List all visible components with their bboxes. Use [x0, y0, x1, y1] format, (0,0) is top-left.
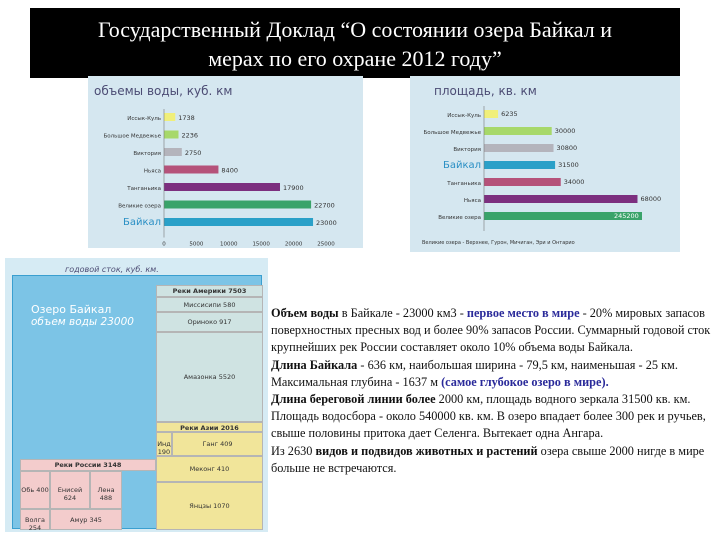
treemap-cell-label: Янцзы 1070 [189, 502, 230, 510]
group-header [156, 285, 263, 297]
area-chart [410, 76, 680, 252]
value-label: 30000 [554, 127, 576, 135]
value-label: 2750 [184, 149, 202, 157]
category-label: Байкал [122, 217, 161, 228]
treemap-cell [20, 471, 50, 509]
term-length: Длина Байкала [271, 357, 358, 372]
treemap-cell [90, 471, 122, 509]
treemap-cell [156, 312, 263, 332]
treemap-title: годовой сток, куб. км. [65, 265, 159, 274]
bar [164, 148, 182, 156]
treemap-cell-label: Лена 488 [97, 486, 115, 502]
text-segment: 2000 км, площадь водного зеркала 31500 кв. км. Площадь водосбора - около 540000 кв. км. В озеро впадает более 300 рек и ручьев, свыше половины притока дает Селенга. Вытекает одна Ангара. [271, 392, 706, 441]
runoff-treemap [5, 258, 268, 532]
value-label: 17900 [282, 184, 304, 192]
treemap-cell-label: Амур 345 [70, 515, 102, 524]
treemap-cell-label: Инд 190 [157, 440, 171, 456]
category-label: Виктория [453, 147, 481, 153]
paragraph-shoreline [271, 391, 711, 443]
x-tick-label: 5000 [189, 241, 204, 248]
treemap-cell-label: Енисей 624 [57, 486, 83, 502]
treemap-cell [156, 456, 263, 482]
x-tick-label: 10000 [220, 241, 238, 248]
x-tick-label: 25000 [317, 241, 335, 248]
treemap-cell-label: Ганг 409 [202, 440, 233, 448]
treemap-cell-label: Миссисипи 580 [183, 300, 236, 309]
treemap-cell [20, 509, 50, 530]
value-label: 23000 [316, 219, 337, 227]
category-label: Байкал [442, 160, 481, 171]
group-header [20, 459, 156, 471]
text-segment: - 636 км, наибольшая ширина - 79,5 км, наименьшая - 25 км. Максимальная глубина - 1637 м [271, 357, 678, 389]
bar [484, 161, 555, 169]
bar [484, 178, 561, 186]
text-segment: в Байкале - 23000 км3 - [338, 306, 467, 320]
value-label: 34000 [563, 178, 585, 186]
bar [164, 183, 280, 191]
bar [164, 218, 313, 226]
text-segment: Из 2630 [271, 443, 316, 458]
category-label: Виктория [133, 151, 161, 157]
bar [164, 113, 175, 121]
value-label: 6235 [501, 110, 518, 118]
category-label: Ньяса [143, 168, 161, 175]
paragraph-length [271, 357, 711, 391]
treemap-cell [156, 432, 172, 456]
baikal-volume-block [12, 275, 262, 532]
paragraph-species [271, 443, 711, 477]
area-chart-plot [410, 76, 680, 252]
term-shoreline: Длина береговой линии более [271, 392, 436, 407]
chart-title: объемы воды, куб. км [94, 84, 233, 98]
category-label: Иссык-Куль [127, 116, 161, 122]
group-header-label: Реки Америки 7503 [172, 287, 247, 295]
category-label: Танганьика [447, 181, 481, 187]
group-header-label: Реки России 3148 [54, 461, 122, 469]
category-label: Великие озера [118, 203, 161, 210]
treemap-cell [50, 509, 122, 530]
x-tick-label: 20000 [284, 241, 303, 248]
value-label: 68000 [640, 195, 662, 203]
category-label: Великие озера [438, 215, 481, 221]
treemap-cell [50, 471, 90, 509]
footnote: Великие озера - Верхнее, Гурон, Мичиган, Эри и Онтарио [422, 240, 575, 246]
value-label: 22700 [314, 201, 335, 210]
category-label: Большое Медвежье [423, 130, 481, 136]
bar [484, 110, 498, 118]
treemap-cell [172, 432, 263, 456]
category-label: Танганьика [127, 186, 161, 192]
group-header-label: Реки Азии 2016 [180, 424, 239, 432]
text-segment: - 20% мировых запасов поверхностных пресных вод и более 90% запасов России. Суммарный годовой сток крупнейших рек России составляет около 10% объема воды Байкала. [271, 306, 711, 355]
category-label: Иссык-Куль [447, 113, 481, 119]
treemap-cell [156, 482, 263, 530]
treemap-cell-label: Меконг 410 [189, 465, 230, 473]
treemap-cells [13, 276, 263, 530]
bar [164, 166, 218, 174]
group-header [156, 422, 263, 432]
description-text [271, 305, 711, 477]
title-line-1: Государственный Доклад “О состоянии озера Байкал и [97, 17, 613, 42]
highlight-deepest: (самое глубокое озеро в мире). [441, 374, 609, 389]
treemap-cell-label: Волга 254 [25, 515, 45, 532]
treemap-cell [156, 297, 263, 312]
bar [164, 131, 178, 139]
category-label: Большое Медвежье [103, 133, 161, 140]
baikal-label-line2: объем воды 23000 [31, 316, 134, 328]
x-tick-label: 15000 [252, 241, 270, 248]
baikal-label-line1: Озеро Байкал [31, 303, 112, 316]
value-label: 2236 [181, 131, 199, 140]
volume-chart [88, 76, 363, 248]
slide-title [30, 8, 680, 78]
treemap-cell-label: Ориноко 917 [187, 318, 232, 326]
paragraph-volume [271, 305, 711, 357]
value-label: 30800 [556, 144, 578, 152]
treemap-cell-label: Амазонка 5520 [183, 373, 236, 381]
treemap-cell-label: Обь 400 [21, 486, 49, 494]
term-volume: Объем воды [271, 306, 339, 320]
value-label: 8400 [221, 166, 238, 175]
bar [484, 144, 554, 152]
treemap-cell [156, 332, 263, 422]
text-segment: озера свыше 2000 нигде в мире больше не встречаются. [271, 443, 705, 475]
highlight-first-place: первое место в мире [466, 306, 580, 320]
value-label: 31500 [558, 161, 579, 169]
bar [164, 201, 311, 209]
title-line-2: мерах по его охране 2012 году” [208, 46, 502, 71]
bar [484, 127, 552, 135]
x-tick-label: 0 [162, 241, 166, 248]
volume-chart-plot [88, 76, 363, 248]
chart-title: площадь, кв. км [434, 84, 537, 98]
value-label: 245200 [614, 212, 639, 220]
category-label: Ньяса [463, 198, 481, 204]
term-species: видов и подвидов животных и растений [315, 443, 538, 458]
value-label: 1738 [178, 114, 195, 122]
bar [484, 195, 637, 203]
